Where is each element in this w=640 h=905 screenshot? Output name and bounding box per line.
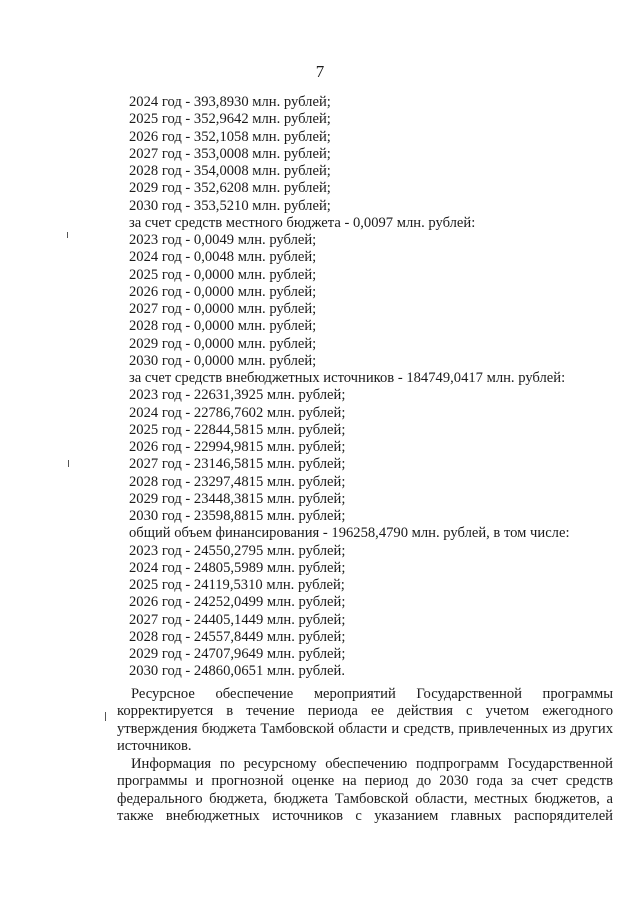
funding-line: 2027 год - 24405,1449 млн. рублей; — [129, 611, 346, 628]
resource-paragraph — [117, 686, 613, 756]
funding-line: 2026 год - 352,1058 млн. рублей; — [129, 128, 331, 145]
funding-line: 2024 год - 393,8930 млн. рублей; — [129, 94, 331, 110]
funding-lines — [129, 94, 609, 681]
funding-line: 2025 год - 24119,5310 млн. рублей; — [129, 577, 345, 593]
funding-line: 2029 год - 23448,3815 млн. рублей; — [129, 490, 346, 507]
funding-line: 2026 год - 0,0000 млн. рублей; — [129, 283, 317, 300]
funding-line: 2028 год - 354,0008 млн. рублей; — [129, 163, 331, 179]
paragraph-line: Ресурсное обеспечение мероприятий Государственной программы — [131, 686, 613, 702]
funding-line: 2024 год - 0,0048 млн. рублей; — [129, 249, 317, 266]
paragraph-line: корректируется в течение периода ее действия с учетом ежегодного — [117, 703, 613, 720]
funding-line: 2024 год - 22786,7602 млн. рублей; — [129, 404, 346, 421]
funding-line: 2023 год - 22631,3925 млн. рублей; — [129, 387, 346, 404]
funding-line: 2028 год - 24557,8449 млн. рублей; — [129, 628, 346, 645]
paragraph-line: утверждения бюджета Тамбовской области и средств, привлеченных из других — [117, 720, 613, 737]
paragraph-line: программы и прогнозной оценке на период до 2030 года за счет средств — [117, 773, 613, 790]
funding-line: 2026 год - 22994,9815 млн. рублей; — [129, 439, 346, 455]
funding-line: 2027 год - 353,0008 млн. рублей; — [129, 145, 331, 162]
page-number: 7 — [315, 62, 325, 81]
funding-line: 2026 год - 24252,0499 млн. рублей; — [129, 594, 346, 611]
funding-line: 2025 год - 22844,5815 млн. рублей; — [129, 421, 346, 438]
paragraph-line: источников. — [117, 738, 192, 755]
funding-line: 2029 год - 24707,9649 млн. рублей; — [129, 646, 346, 662]
scan-mark — [67, 232, 68, 238]
funding-line: 2025 год - 352,9642 млн. рублей; — [129, 111, 331, 128]
funding-line: 2027 год - 23146,5815 млн. рублей; — [129, 456, 346, 473]
paragraph-line: Информация по ресурсному обеспечению подпрограмм Государственной — [131, 756, 613, 772]
paragraph-line: также внебюджетных источников с указанием главных распорядителей — [117, 808, 613, 825]
funding-line: 2030 год - 24860,0651 млн. рублей. — [129, 663, 345, 680]
funding-line: 2029 год - 0,0000 млн. рублей; — [129, 335, 317, 352]
funding-line: 2030 год - 23598,8815 млн. рублей; — [129, 508, 346, 524]
funding-line: 2023 год - 24550,2795 млн. рублей; — [129, 542, 346, 559]
funding-line: 2023 год - 0,0049 млн. рублей; — [129, 232, 317, 248]
information-paragraph — [117, 756, 613, 826]
funding-line: 2025 год - 0,0000 млн. рублей; — [129, 266, 317, 283]
funding-heading: за счет средств местного бюджета - 0,0097 млн. рублей: — [129, 214, 476, 231]
funding-line: 2028 год - 23297,4815 млн. рублей; — [129, 473, 346, 490]
funding-line: 2029 год - 352,6208 млн. рублей; — [129, 180, 331, 197]
funding-line: 2027 год - 0,0000 млн. рублей; — [129, 301, 317, 317]
funding-line: 2028 год - 0,0000 млн. рублей; — [129, 318, 317, 335]
funding-heading: общий объем финансирования - 196258,4790 млн. рублей, в том числе: — [129, 525, 570, 542]
funding-line: 2030 год - 353,5210 млн. рублей; — [129, 197, 331, 214]
funding-line: 2024 год - 24805,5989 млн. рублей; — [129, 559, 346, 576]
funding-line: 2030 год - 0,0000 млн. рублей; — [129, 352, 317, 369]
scan-mark — [68, 460, 69, 467]
paragraph-line: федерального бюджета, бюджета Тамбовской области, местных бюджетов, а — [117, 790, 613, 807]
scan-mark — [105, 712, 106, 721]
funding-heading: за счет средств внебюджетных источников - 184749,0417 млн. рублей: — [129, 370, 566, 386]
